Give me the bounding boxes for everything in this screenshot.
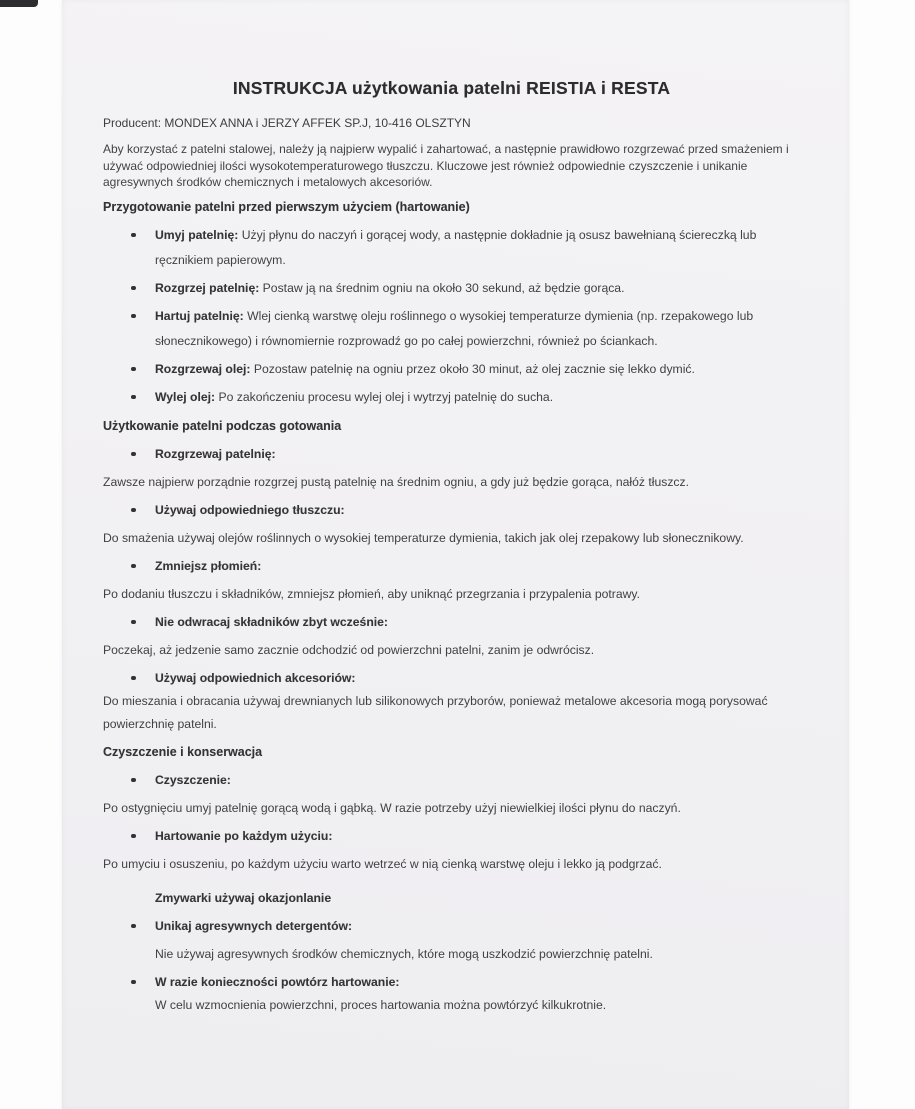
- bullet-icon: [131, 508, 136, 513]
- document-page: [62, 0, 849, 1109]
- producer-line: Producent: MONDEX ANNA i JERZY AFFEK SP.J, 10-416 OLSZTYN: [103, 116, 471, 130]
- section-heading: Przygotowanie patelni przed pierwszym użyciem (hartowanie): [103, 199, 470, 214]
- bullet-icon: [131, 452, 136, 457]
- scan-corner-mark: [0, 0, 38, 7]
- bullet-icon: [131, 676, 136, 681]
- item-label: Zmniejsz płomień:: [155, 558, 262, 573]
- document-content: [103, 0, 800, 1017]
- bullet-icon: [131, 564, 136, 569]
- item-label: Unikaj agresywnych detergentów:: [155, 918, 353, 933]
- bullet-item: Rozgrzej patelnię: Postaw ją na średnim ogniu na około 30 sekund, aż będzie gorąca.: [103, 276, 800, 301]
- item-label: Hartowanie po każdym użyciu:: [155, 828, 333, 843]
- section-heading: Użytkowanie patelni podczas gotowania: [103, 418, 342, 433]
- item-label: Czyszczenie:: [155, 772, 231, 787]
- bullet-item: [103, 824, 800, 849]
- body-paragraph: Po umyciu i osuszeniu, po każdym użyciu warto wetrzeć w nią cienką warstwę oleju i lekko ją podgrzać.: [103, 856, 662, 871]
- body-paragraph: W celu wzmocnienia powierzchni, proces hartowania można powtórzyć kilkukrotnie.: [155, 997, 607, 1012]
- body-paragraph: Poczekaj, aż jedzenie samo zacznie odchodzić od powierzchni patelni, zanim je odwrócisz.: [103, 642, 595, 657]
- bullet-item: Hartuj patelnię: Wlej cienką warstwę oleju roślinnego o wysokiej temperaturze dymienia (np. rzepakowego lub słonecznikowego) i równomiernie rozprowadź go po całej powierzchni, również po ściankach.: [103, 304, 800, 354]
- bullet-item: [103, 442, 800, 467]
- bullet-icon: [131, 233, 136, 238]
- item-label: Wylej olej:: [155, 389, 216, 404]
- item-label: Umyj patelnię:: [155, 227, 239, 242]
- bullet-icon: [131, 367, 136, 372]
- section-heading: Czyszczenie i konserwacja: [103, 744, 263, 759]
- bullet-item: [103, 610, 800, 635]
- bullet-item: [103, 768, 800, 793]
- bullet-icon: [131, 980, 136, 985]
- item-label: W razie konieczności powtórz hartowanie:: [155, 974, 400, 989]
- intro-paragraph: Aby korzystać z patelni stalowej, należy ją najpierw wypalić i zahartować, a następnie prawidłowo rozgrzewać przed smażeniem i używać odpowiedniej ilości wysokotemperaturowego tłuszczu. Kluczowe jest również odpowiednie czyszczenie i unikanie agresywnych środków chemicznych i metalowych akcesoriów.: [103, 142, 789, 189]
- bullet-icon: [131, 778, 136, 783]
- document-sections: [103, 195, 800, 1017]
- bullet-item: Umyj patelnię: Użyj płynu do naczyń i gorącej wody, a następnie dokładnie ją osusz bawełnianą ściereczką lub ręcznikiem papierowym.: [103, 223, 800, 273]
- item-label: Rozgrzej patelnię:: [155, 280, 260, 295]
- bullet-icon: [131, 924, 136, 929]
- document-title: INSTRUKCJA użytkowania patelni REISTIA i RESTA: [232, 78, 671, 98]
- bullet-item: Rozgrzewaj olej: Pozostaw patelnię na ogniu przez około 30 minut, aż olej zacznie się lekko dymić.: [103, 357, 800, 382]
- bullet-icon: [131, 395, 136, 400]
- bullet-icon: [131, 286, 136, 291]
- body-paragraph: Do mieszania i obracania używaj drewnianych lub silikonowych przyborów, ponieważ metalowe akcesoria mogą porysować powierzchnię patelni.: [103, 693, 768, 731]
- bullet-icon: [131, 620, 136, 625]
- bullet-icon: [131, 834, 136, 839]
- body-paragraph: Po ostygnięciu umyj patelnię gorącą wodą i gąbką. W razie potrzeby użyj niewielkiej ilości płynu do naczyń.: [103, 800, 681, 815]
- item-label: Używaj odpowiedniego tłuszczu:: [155, 502, 345, 517]
- item-label: Rozgrzewaj olej:: [155, 361, 251, 376]
- bullet-item: [103, 914, 800, 939]
- item-label: Hartuj patelnię:: [155, 308, 244, 323]
- bullet-item: [103, 970, 800, 995]
- item-label: Nie odwracaj składników zbyt wcześnie:: [155, 614, 388, 629]
- bullet-item: [103, 498, 800, 523]
- body-paragraph: Po dodaniu tłuszczu i składników, zmniejsz płomień, aby uniknąć przegrzania i przypalenia potrawy.: [103, 586, 640, 601]
- sub-heading: Zmywarki używaj okazjonlanie: [155, 890, 332, 905]
- bullet-item: Wylej olej: Po zakończeniu procesu wylej olej i wytrzyj patelnię do sucha.: [103, 385, 800, 410]
- body-paragraph: Do smażenia używaj olejów roślinnych o wysokiej temperaturze dymienia, takich jak olej rzepakowy lub słonecznikowy.: [103, 530, 744, 545]
- bullet-item: [103, 554, 800, 579]
- item-label: Rozgrzewaj patelnię:: [155, 446, 276, 461]
- body-paragraph: Zawsze najpierw porządnie rozgrzej pustą patelnię na średnim ogniu, a gdy już będzie gorąca, nałóż tłuszcz.: [103, 474, 689, 489]
- bullet-item: [103, 666, 800, 691]
- body-paragraph: Nie używaj agresywnych środków chemicznych, które mogą uszkodzić powierzchnię patelni.: [155, 946, 653, 961]
- item-label: Używaj odpowiednich akcesoriów:: [155, 670, 356, 685]
- bullet-icon: [131, 314, 136, 319]
